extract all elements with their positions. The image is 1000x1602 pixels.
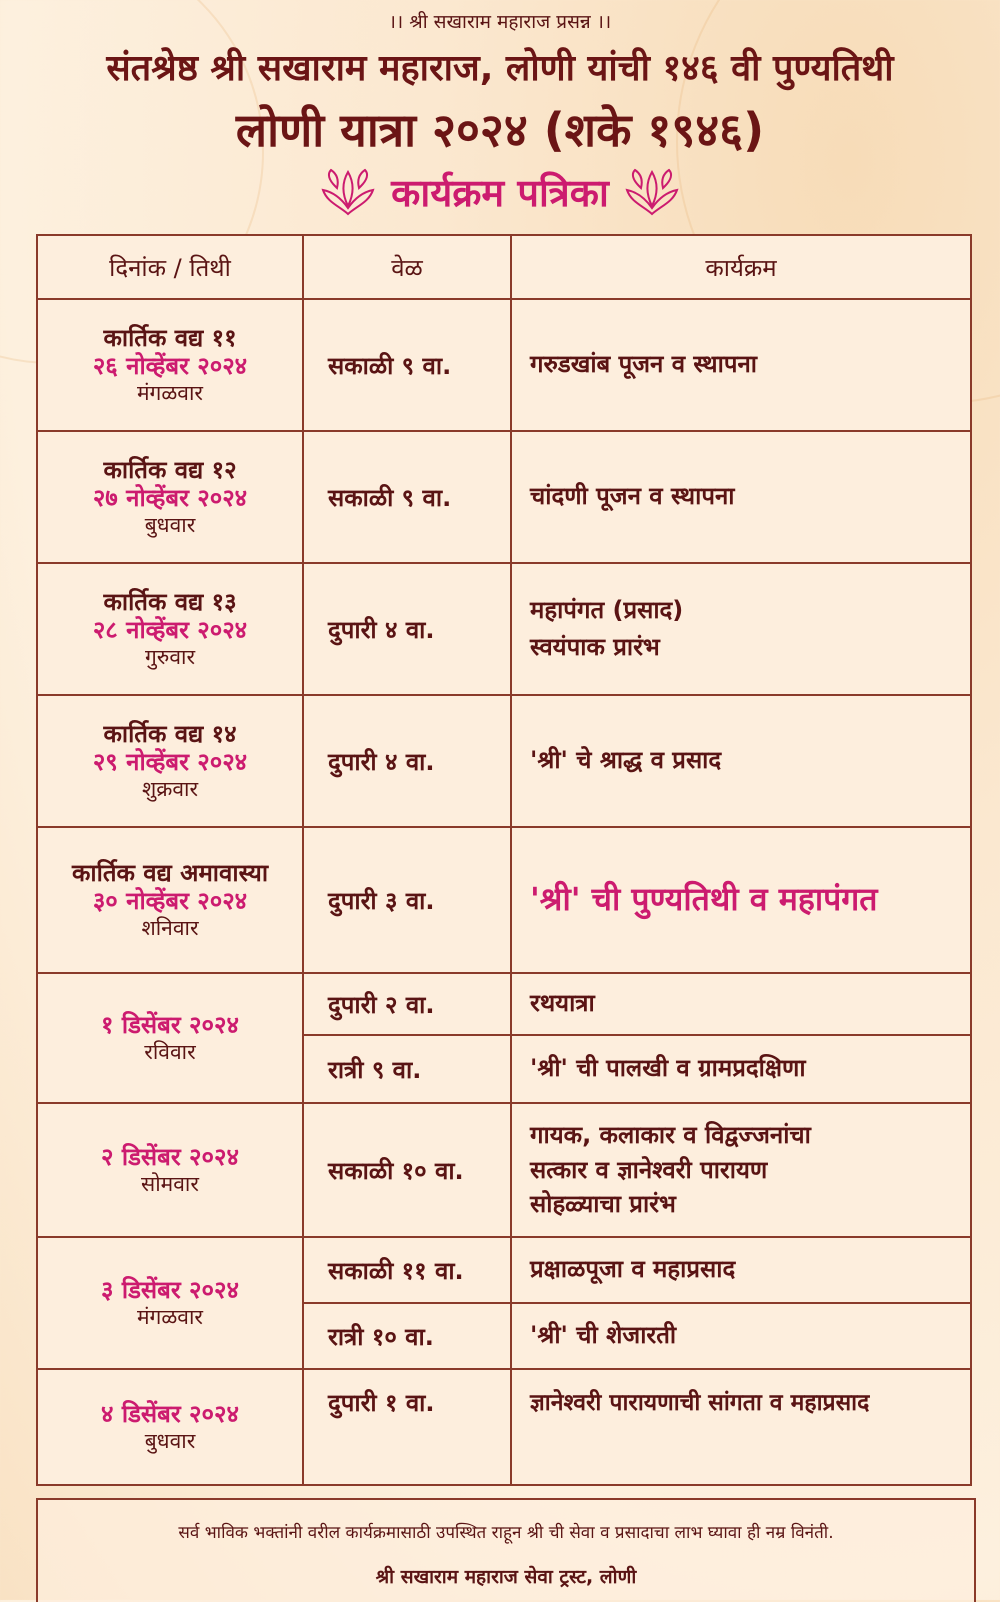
day-text: रविवार [144,1039,196,1064]
tithi-text: कार्तिक वद्य ११ [103,323,237,352]
day-text: मंगळवार [136,1304,204,1329]
date-text: ३ डिसेंबर २०२४ [101,1276,239,1304]
time-cell: दुपारी २ वा. [303,973,511,1035]
column-header-date: दिनांक / तिथी [37,235,303,299]
event-cell: गरुडखांब पूजन व स्थापना [511,299,971,431]
footer [36,1498,976,1602]
event-cell: रथयात्रा [511,973,971,1035]
event-cell: ज्ञानेश्वरी पारायणाची सांगता व महाप्रसाद [511,1369,971,1485]
day-text: बुधवार [144,513,196,538]
day-text: गुरुवार [144,645,196,670]
event-cell: 'श्री' ची पालखी व ग्रामप्रदक्षिणा [511,1035,971,1103]
time-cell: दुपारी ४ वा. [303,695,511,827]
date-cell [37,1369,303,1485]
date-cell [37,695,303,827]
column-header-program: कार्यक्रम [511,235,971,299]
date-cell [37,431,303,563]
event-line: महापंगत (प्रसाद) [530,595,684,624]
table-row [37,827,971,973]
date-text: २८ नोव्हेंबर २०२४ [92,616,248,645]
date-cell [37,1237,303,1369]
day-text: शनिवार [141,916,199,941]
tithi-text: कार्तिक वद्य अमावास्या [71,858,269,887]
invocation-text: ।। श्री सखाराम महाराज प्रसन्न ।। [388,11,612,33]
event-cell [511,563,971,695]
date-cell [37,1103,303,1237]
time-cell: दुपारी ३ वा. [303,827,511,973]
date-text: २ डिसेंबर २०२४ [101,1143,239,1171]
event-line: सत्कार व ज्ञानेश्वरी पारायण [530,1155,768,1184]
page-subtitle: लोणी यात्रा २०२४ (शके १९४६) [235,103,765,157]
date-text: २६ नोव्हेंबर २०२४ [92,352,248,381]
event-line: स्वयंपाक प्रारंभ [530,633,660,661]
date-cell [37,973,303,1103]
time-cell: सकाळी ९ वा. [303,299,511,431]
column-header-time: वेळ [303,235,511,299]
event-cell [511,1103,971,1237]
table-row [37,1103,971,1237]
organization-name: श्री सखाराम महाराज सेवा ट्रस्ट, लोणी [375,1566,637,1588]
event-cell: 'श्री' चे श्राद्ध व प्रसाद [511,695,971,827]
date-text: ४ डिसेंबर २०२४ [101,1400,239,1428]
time-cell: सकाळी १० वा. [303,1103,511,1237]
date-cell [37,299,303,431]
day-text: बुधवार [144,1428,196,1453]
date-text: २९ नोव्हेंबर २०२४ [92,748,248,777]
date-text: २७ नोव्हेंबर २०२४ [92,484,248,513]
table-row [37,973,971,1035]
table-row [37,1237,971,1303]
date-cell [37,827,303,973]
table-row [37,563,971,695]
date-cell [37,563,303,695]
event-line: गायक, कलाकार व विद्वज्जनांचा [530,1120,811,1149]
table-row [37,299,971,431]
table-header-row [37,235,971,299]
program-heading-text: कार्यक्रम पत्रिका [391,171,609,215]
footer-note: सर्व भाविक भक्तांनी वरील कार्यक्रमासाठी उपस्थित राहून श्री ची सेवा व प्रसादाचा लाभ घ्यावा ही नम्र विनंती. [178,1523,834,1543]
day-text: मंगळवार [136,381,204,406]
time-cell: सकाळी ९ वा. [303,431,511,563]
time-cell: दुपारी ४ वा. [303,563,511,695]
date-text: ३० नोव्हेंबर २०२४ [92,887,248,916]
event-cell: प्रक्षाळपूजा व महाप्रसाद [511,1237,971,1303]
program-heading [0,162,1000,222]
time-cell: रात्री ९ वा. [303,1035,511,1103]
tithi-text: कार्तिक वद्य १४ [103,719,237,748]
event-cell: चांदणी पूजन व स्थापना [511,431,971,563]
tithi-text: कार्तिक वद्य १२ [103,455,237,484]
time-cell: दुपारी १ वा. [303,1369,511,1485]
event-line: सोहळ्याचा प्रारंभ [530,1190,676,1219]
time-cell: रात्री १० वा. [303,1303,511,1369]
day-text: शुक्रवार [141,777,199,802]
event-cell: 'श्री' ची शेजारती [511,1303,971,1369]
time-cell: सकाळी ११ वा. [303,1237,511,1303]
table-row [37,431,971,563]
program-schedule-table [36,234,972,1486]
table-row [37,695,971,827]
page-title: संतश्रेष्ठ श्री सखाराम महाराज, लोणी यांची १४६ वी पुण्यतिथी [106,48,894,89]
flower-ornament-icon [623,166,681,218]
tithi-text: कार्तिक वद्य १३ [103,587,237,616]
flower-ornament-icon [319,166,377,218]
table-row [37,1369,971,1485]
day-text: सोमवार [141,1171,199,1196]
event-cell-highlight: 'श्री' ची पुण्यतिथी व महापंगत [511,827,971,973]
date-text: १ डिसेंबर २०२४ [101,1011,239,1039]
